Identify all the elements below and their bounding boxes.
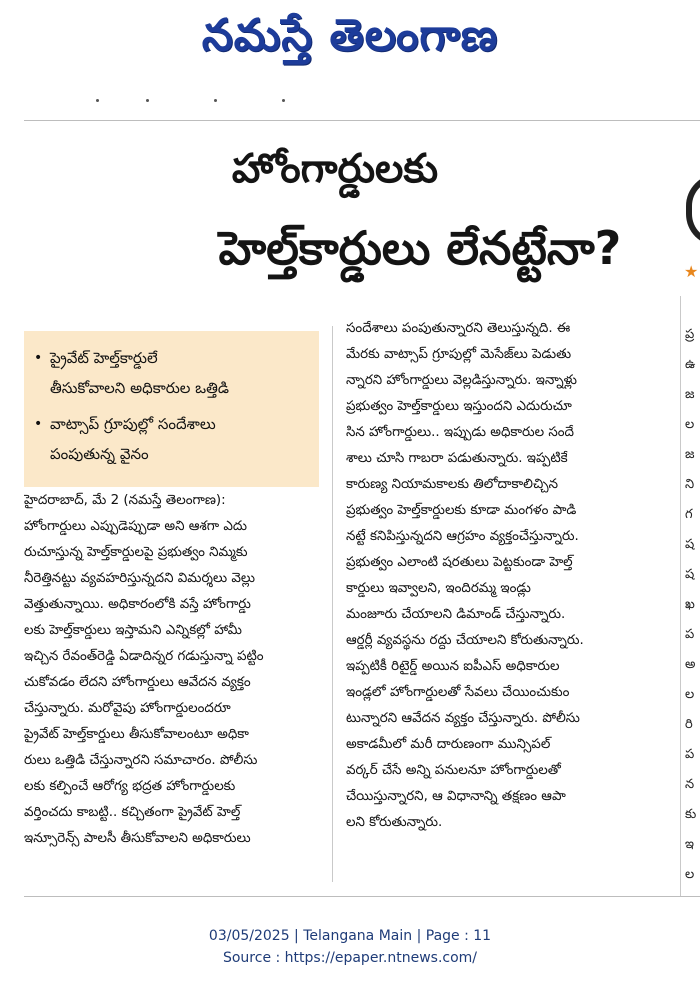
masthead-title: నమస్తే తెలంగాణ (201, 10, 499, 61)
article-line: రులు ఒత్తిడి చేస్తున్నారని సమాచారం. పోలీసు (24, 753, 258, 768)
masthead-dots (96, 99, 296, 103)
article-column-1 (24, 488, 322, 852)
bullet-icon: • (34, 350, 43, 366)
headline-line-2: హెల్త్‌కార్డులు లేనట్టేనా? (218, 221, 622, 275)
adjacent-article-graphic (686, 174, 700, 246)
edge-char: గ (685, 507, 693, 522)
article-line: సందేశాలు పంపుతున్నారని తెలుస్తున్నది. ఈ (346, 321, 571, 336)
article-line: మేరకు వాట్సాప్ గ్రూపుల్లో మెసేజ్‌లు పెడుతు (346, 347, 572, 362)
article-line: సిన హోంగార్డులు.. ఇప్పుడు అధికారుల సందే (346, 425, 575, 440)
article-line: వర్తించదు కాబట్టి.. కచ్చితంగా ప్రైవేట్ హెల్త్ (24, 805, 241, 820)
article-line: లకు హెల్త్‌కార్డులు ఇస్తామని ఎన్నికల్లో హామీ (24, 623, 242, 638)
article-line: ఆర్డర్లీ వ్యవస్థను రద్దు చేయాలని కోరుతున్నారు. (346, 633, 584, 648)
edge-char: ని (685, 477, 695, 492)
adjacent-article-edge (685, 320, 700, 890)
highlight-line: పంపుతున్న వైనం (50, 445, 149, 463)
edge-char: ల (685, 687, 695, 702)
article-line: చేస్తున్నారు. మరోవైపు హోంగార్డులందరూ (24, 701, 231, 716)
edge-char: ప (685, 747, 695, 762)
article-line: కార్డులు ఇవ్వాలని, ఇందిరమ్మ ఇండ్లు (346, 581, 531, 596)
footer-edition-info: 03/05/2025 | Telangana Main | Page : 11 (208, 928, 492, 944)
article-line: రుచూస్తున్న హెల్త్‌కార్డులపై ప్రభుత్వం నిమ్మకు (24, 545, 248, 560)
article-line: శాలు చూసి గాబరా పడుతున్నారు. ఇప్పటికే (346, 451, 568, 466)
edge-char: కు (685, 807, 697, 822)
star-icon: ★ (684, 262, 699, 281)
edge-char: జ (685, 387, 695, 402)
article-line: నట్టే కనిపిస్తున్నదని ఆగ్రహం వ్యక్తంచేస్తున్నారు. (346, 529, 579, 544)
article-line: నీరెత్తినట్టు వ్యవహరిస్తున్నదని విమర్శలు వెల్లు (24, 571, 255, 586)
edge-char: రి (685, 717, 693, 732)
article-line: చుకోవడం లేదని హోంగార్డులు ఆవేదన వ్యక్తం (24, 675, 251, 690)
article-line: ఇచ్చిన రేవంత్‌రెడ్డి ఏడాదిన్నర గడుస్తున్నా పట్టిం (24, 649, 264, 664)
article-line: ప్రభుత్వం ఎలాంటి షరతులు పెట్టకుండా హెల్త్ (346, 555, 573, 570)
article-line: లకు కల్పించే ఆరోగ్య భద్రత హోంగార్డులకు (24, 779, 236, 794)
article-line: ప్రభుత్వం హెల్త్‌కార్డులకు కూడా మంగళం పాడి (346, 503, 577, 518)
bullet-icon: • (34, 416, 43, 432)
article-line: హైదరాబాద్, మే 2 (నమస్తే తెలంగాణ): (24, 493, 226, 508)
footer-source-link[interactable]: Source : https://epaper.ntnews.com/ (222, 950, 478, 966)
column-divider (332, 326, 333, 882)
article-line: ఇండ్లలో హోంగార్డులతో సేవలు చేయించుకుం (346, 685, 570, 700)
edge-char: ప్ర (685, 327, 695, 342)
article-line: వర్కర్ చేసే అన్ని పనులనూ హోంగార్డులతో (346, 763, 561, 778)
highlight-line: ప్రైవేట్ హెల్త్‌కార్డులే (50, 349, 158, 367)
highlight-line: వాట్సాప్ గ్రూపుల్లో సందేశాలు (50, 415, 216, 433)
article-line: హోంగార్డులు ఎప్పుడెప్పుడా అని ఆశగా ఎదు (24, 519, 247, 534)
article-line: ప్రైవేట్ హెల్త్‌కార్డులు తీసుకోవాలంటూ అధికా (24, 727, 249, 742)
article-line: కారుణ్య నియామకాలకు తిలోదాకాలిచ్చిన (346, 477, 559, 492)
column-divider (680, 296, 681, 896)
article-column-2 (346, 316, 670, 836)
edge-char: ఇ (685, 837, 694, 852)
edge-char: న (685, 777, 695, 792)
article-line: మంజూరు చేయాలని డిమాండ్ చేస్తున్నారు. (346, 607, 566, 622)
edge-char: అ (685, 657, 696, 672)
edge-char: ష (685, 567, 695, 582)
bottom-divider (24, 896, 700, 897)
article-line: ప్రభుత్వం హెల్త్‌కార్డులు ఇస్తుందని ఎదురుచూ (346, 399, 572, 414)
edge-char: ప (685, 627, 695, 642)
edge-char: ఖ (685, 597, 695, 612)
edge-char: ల (685, 417, 695, 432)
article-line: చేయిస్తున్నారని, ఆ విధానాన్ని తక్షణం ఆపా (346, 789, 566, 804)
top-divider (24, 120, 700, 121)
article-line: ఇన్సూరెన్స్ పాలసీ తీసుకోవాలని అధికారులు (24, 831, 251, 846)
edge-char: ల (685, 867, 695, 882)
edge-char: ష (685, 537, 695, 552)
article-line: టున్నారని ఆవేదన వ్యక్తం చేస్తున్నారు. పోలీసు (346, 711, 580, 726)
highlight-line: తీసుకోవాలని అధికారుల ఒత్తిడి (50, 379, 229, 397)
article-line: అకాడమీలో మరీ దారుణంగా మున్సిపల్ (346, 737, 551, 752)
edge-char: ఉ (685, 357, 696, 372)
article-line: లని కోరుతున్నారు. (346, 815, 443, 830)
article-line: న్నారని హోంగార్డులు వెల్లడిస్తున్నారు. ఇన్నాళ్లు (346, 373, 577, 388)
edge-char: జ (685, 447, 695, 462)
article-line: ఇప్పటికీ రిటైర్డ్ అయిన ఐపీఎస్ అధికారుల (346, 659, 560, 674)
article-line: వెత్తుతున్నాయి. అధికారంలోకి వస్తే హోంగార్డు (24, 597, 251, 612)
headline-line-1: హోంగార్డులకు (231, 146, 439, 192)
